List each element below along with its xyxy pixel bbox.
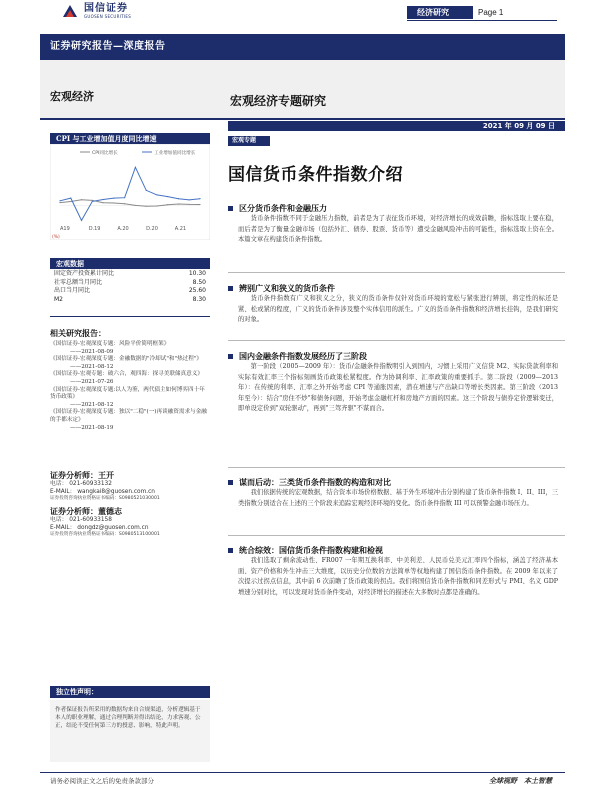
analyst-block — [50, 470, 210, 503]
data-point — [59, 200, 60, 201]
report-category: 宏观经济 — [50, 90, 94, 103]
disclaimer-note: 请务必阅读正文之后的免责条款部分 — [50, 777, 154, 785]
data-point — [102, 199, 103, 200]
section-divider — [228, 272, 565, 273]
macro-stats-table — [50, 270, 210, 304]
header-tag: 经济研究 — [407, 6, 473, 19]
related-report-link[interactable]: 《国信证券-宏观深度专题:以人为鉴，两代债主如何博弈四十年货币政策》 — [50, 386, 205, 401]
data-point — [81, 199, 82, 200]
related-report-date: ——2021-07-26 — [70, 378, 114, 385]
analyst-name: 证券分析师：董德志 — [50, 506, 122, 516]
square-bullet-icon — [228, 206, 233, 211]
footer-divider — [40, 772, 565, 773]
data-point — [167, 196, 168, 197]
data-point — [102, 202, 103, 203]
section — [228, 202, 558, 246]
section-divider — [228, 535, 565, 536]
analyst-email[interactable]: E-MAIL： wangkai8@guosen.com.cn — [50, 488, 155, 495]
square-bullet-icon — [228, 286, 233, 291]
related-report-date: ——2021-08-12 — [70, 401, 114, 408]
report-date: 2021 年 09 月 09 日 — [228, 121, 565, 131]
stats-title: 宏观数据 — [50, 258, 210, 269]
report-subtitle: 宏观经济专题研究 — [230, 94, 327, 108]
analyst-phone: 电话： 021-60933158 — [50, 517, 112, 523]
related-report-date: ——2021-08-19 — [70, 424, 114, 431]
square-bullet-icon — [228, 548, 233, 553]
data-point — [70, 201, 71, 202]
x-tick-label: A.20 — [117, 226, 129, 232]
legend-label: 工业增加值同比增长 — [154, 151, 196, 156]
logo-mark-icon — [62, 3, 78, 19]
independence-statement: 作者保证报告所采用的数据均来自合规渠道，分析逻辑基于本人的职业理解，通过合理判断并得出结论，力求客观、公正，结论不受任何第三方的授意、影响，特此声明。 — [50, 700, 210, 762]
data-point — [92, 201, 93, 202]
data-point — [178, 198, 179, 199]
data-point — [113, 198, 114, 199]
section-divider — [228, 340, 565, 341]
x-tick-label: A.21 — [174, 226, 187, 232]
independence-title: 独立性声明： — [50, 686, 210, 698]
section-divider — [228, 467, 565, 468]
data-point — [189, 204, 190, 205]
data-point — [81, 220, 82, 221]
banner-background — [40, 60, 565, 120]
section-heading: 辨别广义和狭义的货币条件 — [239, 283, 335, 293]
data-point — [135, 205, 136, 206]
data-point — [124, 203, 125, 204]
report-type-banner: 证券研究报告—深度报告 — [40, 34, 565, 60]
data-point — [167, 204, 168, 205]
unit-label: (%) — [52, 235, 60, 240]
section — [228, 282, 558, 326]
data-point — [70, 198, 71, 199]
data-point — [156, 205, 157, 206]
related-report-link[interactable]: 《国信证券-宏观专题：破六合，观四海：探寻美联储真意义》 — [50, 371, 203, 378]
section — [228, 350, 558, 415]
company-logo — [62, 2, 131, 20]
related-reports — [50, 328, 210, 432]
data-point — [199, 198, 200, 199]
related-report-date: ——2021-08-09 — [70, 348, 114, 355]
related-report-link[interactable]: 《国信证券-宏观深度专题：风险平价简明框架》 — [50, 341, 170, 347]
x-tick-label: D.19 — [88, 226, 101, 232]
data-point — [178, 203, 179, 204]
stats-divider — [50, 316, 210, 317]
data-point — [199, 204, 200, 205]
section-body: 我们依据传统的宏观数据，结合资本市场价格数据、基于外生环境冲击分别构建了货币条件指数 I、II、III，三类指数分别适合在上述的三个阶段来追踪宏观经济环境的变化。货币条件指数 III 可以预警金融市场压力。 — [238, 489, 558, 507]
square-bullet-icon — [228, 480, 233, 485]
analyst-email[interactable]: E-MAIL： dongdz@guosen.com.cn — [50, 524, 149, 531]
x-tick-label: D.20 — [146, 226, 158, 232]
report-title: 国信货币条件指数介绍 — [228, 165, 403, 185]
section-body: 货币条件指数不同于金融压力指数，前者是为了表征货币环境，对经济增长的成效前瞻，指标选取上要在稳，而后者是为了衡量金融市场（包括外汇、债券、股票、货币等）遭受金融风险冲击的可能性，指标选取上资在全。本篇文章在构建货币条件指数。 — [238, 215, 558, 243]
related-report-link[interactable]: 《国信证券-宏观深度专题：金融数据的"冷却试"和"热过程"》 — [50, 356, 203, 363]
stat-row: M2 8.30 — [54, 295, 206, 303]
section-heading: 区分货币条件和金融压力 — [239, 203, 327, 213]
section-heading: 国内金融条件指数发展经历了三阶段 — [239, 351, 367, 361]
analyst-block — [50, 506, 210, 539]
analyst-cert: 证券投资咨询执业资格证书编码：S0980521030001 — [50, 496, 160, 502]
section — [228, 544, 558, 598]
data-point — [135, 167, 136, 168]
related-report-date: ——2021-08-12 — [70, 363, 114, 370]
report-tag: 宏观专题 — [228, 136, 270, 146]
analyst-name: 证券分析师：王开 — [50, 470, 114, 480]
cpi-ip-line-chart — [50, 144, 210, 240]
section — [228, 476, 558, 509]
data-point — [156, 194, 157, 195]
related-title: 相关研究报告： — [50, 328, 106, 338]
page-number: Page 1 — [478, 8, 504, 17]
data-point — [113, 202, 114, 203]
logo-name: 国信证券 — [84, 2, 128, 14]
section-body: 第一阶段（2005—2009 年）：货币/金融条件指数明引入到国内，习惯上采用广义信贷 M2、实际贷款利率和实际有效汇率三个指标刻画货币政策松紧程度。作为协调利率、汇率政策的重要抓手。第二阶段（2009—2013 年）：在传统的利率、汇率之外开始考虑 CPI 等通胀因素，潜在增速与产出缺口等增长类因素。第三阶段（2013 年至今）：结合"房住不炒"和债务问题，开始考虑金融杠杆和房地产方面的因素。这三个阶段与债券定价逻辑变迁，即单设定价到"双轮驱动"，再到"三驾齐驱"不谋而合。 — [238, 363, 558, 412]
analyst-cert: 证券投资咨询执业资格证书编码：S0980513100001 — [50, 532, 160, 538]
section-heading: 统合综效：国信货币条件指数构建和检视 — [239, 545, 383, 555]
section-body: 货币条件指数有广义和狭义之分，狭义的货币条件仅针对货币环境的宽松与紧张进行辨别，将定性的标还是紧、松或紧的程度，广义的货币条件涉及整个实体信用的派生。广义的货币条件指数和经济增长挂钩，是我们研究的对象。 — [238, 295, 558, 323]
related-report-link[interactable]: 《国信证券-宏观深度专题：独以"二稳"(一)再谈融资需求与金融的手都未定》 — [50, 409, 207, 423]
analyst-phone: 电话： 021-60933132 — [50, 481, 112, 487]
section-heading: 谋而后动：三类货币条件指数的构造和对比 — [239, 477, 391, 487]
square-bullet-icon — [228, 354, 233, 359]
chart-title: CPI 与工业增加值月度同比增速 — [50, 133, 210, 144]
section-body: 我们选取了剩余流动性、FR007 一年期互换利率、中美利差、人民币兑美元汇率四个指标，涵盖了经济基本面、资产价格和外生冲击三大维度，以历史分位数的方法简单等权地构建了国信货币条件指数。在 2009 年以来了次提示过拐点信息，其中前 6 次前瞻了货币政策的拐点。我们将国信货币条件指数和同差形式与 PMI、名义 GDP 增速分别对比，可以发现对货币条件变动，对经济增长的描述在大多数时点都是准确的。 — [238, 557, 558, 596]
stat-row: 固定资产投资累计同比 10.30 — [54, 270, 206, 277]
legend-label: CPI同比增长 — [92, 151, 118, 156]
data-point — [59, 202, 60, 203]
data-point — [124, 197, 125, 198]
logo-english: GUOSEN SECURITIES — [84, 13, 132, 19]
data-point — [146, 190, 147, 191]
footer-slogan: 全球视野 本土智慧 — [489, 776, 552, 785]
data-point — [189, 199, 190, 200]
header-divider — [407, 20, 557, 21]
banner-divider — [40, 118, 565, 120]
data-point — [146, 206, 147, 207]
stat-row: 出口当月同比 25.60 — [54, 287, 206, 294]
stat-row: 社零总额当月同比 8.50 — [54, 278, 206, 286]
x-tick-label: A19 — [60, 226, 70, 232]
